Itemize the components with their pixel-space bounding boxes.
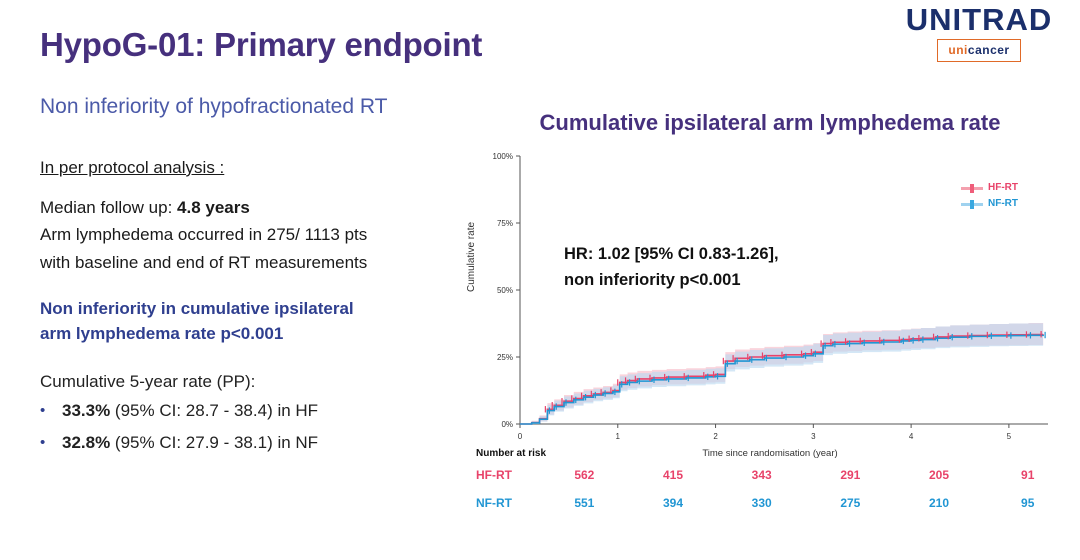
table-cell: 394 [662, 496, 684, 510]
page-subtitle: Non inferiority of hypofractionated RT [40, 95, 388, 118]
logo-brand-text: UNITRAD [905, 2, 1053, 37]
hr-line-1: HR: 1.02 [95% CI 0.83-1.26], [564, 245, 779, 263]
list-item [40, 432, 470, 455]
risk-row-label-nf: NF-RT [476, 496, 512, 510]
bullet-marker-icon: • [40, 434, 46, 452]
legend-label-nf: NF-RT [988, 198, 1018, 209]
svg-text:4: 4 [908, 432, 914, 441]
x-axis-label: Time since randomisation (year) [702, 448, 838, 459]
svg-text:75%: 75% [496, 219, 513, 228]
median-followup-value: 4.8 years [177, 197, 250, 217]
legend-swatch-nf-icon [961, 203, 983, 206]
table-row [468, 468, 1072, 482]
noninferiority-line-2: arm lymphedema rate p<0.001 [40, 323, 284, 343]
legend-item-hf [961, 180, 1018, 196]
svg-text:0%: 0% [501, 420, 513, 429]
analysis-header [40, 155, 470, 181]
table-cell: 210 [929, 496, 950, 510]
y-axis-label: Cumulative rate [466, 221, 477, 292]
occurred-line-2: with baseline and end of RT measurements [40, 252, 368, 272]
logo-unicancer-box [937, 39, 1020, 62]
table-cell: 275 [840, 496, 861, 510]
table-cell: 415 [662, 468, 684, 482]
bullet-rest: (95% CI: 28.7 - 38.4) in HF [110, 401, 319, 421]
bullet-value: 32.8% [62, 433, 111, 453]
bullet-value: 33.3% [62, 401, 111, 421]
chart-title: Cumulative ipsilateral arm lymphedema rate [539, 110, 1001, 135]
page-title: HypoG-01: Primary endpoint [40, 26, 483, 63]
table-cell: 91 [1021, 468, 1035, 482]
plot-area [468, 142, 1072, 472]
bullet-marker-icon: • [40, 402, 46, 420]
hr-line-2: non inferiority p<0.001 [564, 270, 741, 289]
legend-item-nf [961, 196, 1018, 212]
table-cell: 205 [929, 468, 950, 482]
legend-swatch-hf-icon [961, 187, 983, 190]
svg-text:5: 5 [1006, 432, 1012, 441]
svg-text:100%: 100% [492, 152, 513, 161]
table-cell: 551 [574, 496, 595, 510]
noninferiority-statement [40, 297, 470, 346]
number-at-risk-table [468, 448, 1072, 524]
noninferiority-line-1: Non inferiority in cumulative ipsilateral [40, 299, 354, 318]
bullet-rest: (95% CI: 27.9 - 38.1) in NF [110, 433, 319, 453]
logo-uni-text: uni [948, 43, 968, 57]
risk-row-cells-nf [540, 496, 1072, 510]
risk-row-cells-hf [540, 468, 1072, 482]
table-cell: 343 [751, 468, 772, 482]
chart-panel [468, 110, 1072, 555]
risk-row-label-hf: HF-RT [476, 468, 512, 482]
table-cell: 330 [751, 496, 772, 510]
table-cell: 95 [1021, 496, 1035, 510]
table-cell: 562 [574, 468, 595, 482]
svg-text:50%: 50% [496, 286, 513, 295]
unitrad-logo [886, 4, 1072, 62]
table-cell: 291 [840, 468, 861, 482]
median-followup-label: Median follow up: [40, 197, 178, 217]
list-item [40, 400, 470, 423]
occurred-line-1: Arm lymphedema occurred in 275/ 1113 pts [40, 225, 368, 244]
bullet-text [62, 432, 318, 455]
hazard-ratio-annotation [564, 242, 779, 293]
logo-cancer-text: cancer [967, 43, 1010, 57]
chart-legend [961, 180, 1018, 212]
five-year-rate-header: Cumulative 5-year rate (PP): [40, 372, 256, 392]
svg-text:1: 1 [615, 432, 621, 441]
number-at-risk-title: Number at risk [476, 448, 547, 459]
bullet-text [62, 400, 318, 423]
svg-text:3: 3 [811, 432, 816, 441]
svg-text:25%: 25% [496, 353, 513, 362]
legend-label-hf: HF-RT [988, 182, 1018, 193]
svg-text:2: 2 [713, 432, 718, 441]
table-row [468, 496, 1072, 510]
left-text-column [40, 155, 470, 464]
svg-text:0: 0 [517, 432, 523, 441]
analysis-header-text: In per protocol analysis : [40, 158, 225, 177]
median-followup-line [40, 195, 470, 221]
